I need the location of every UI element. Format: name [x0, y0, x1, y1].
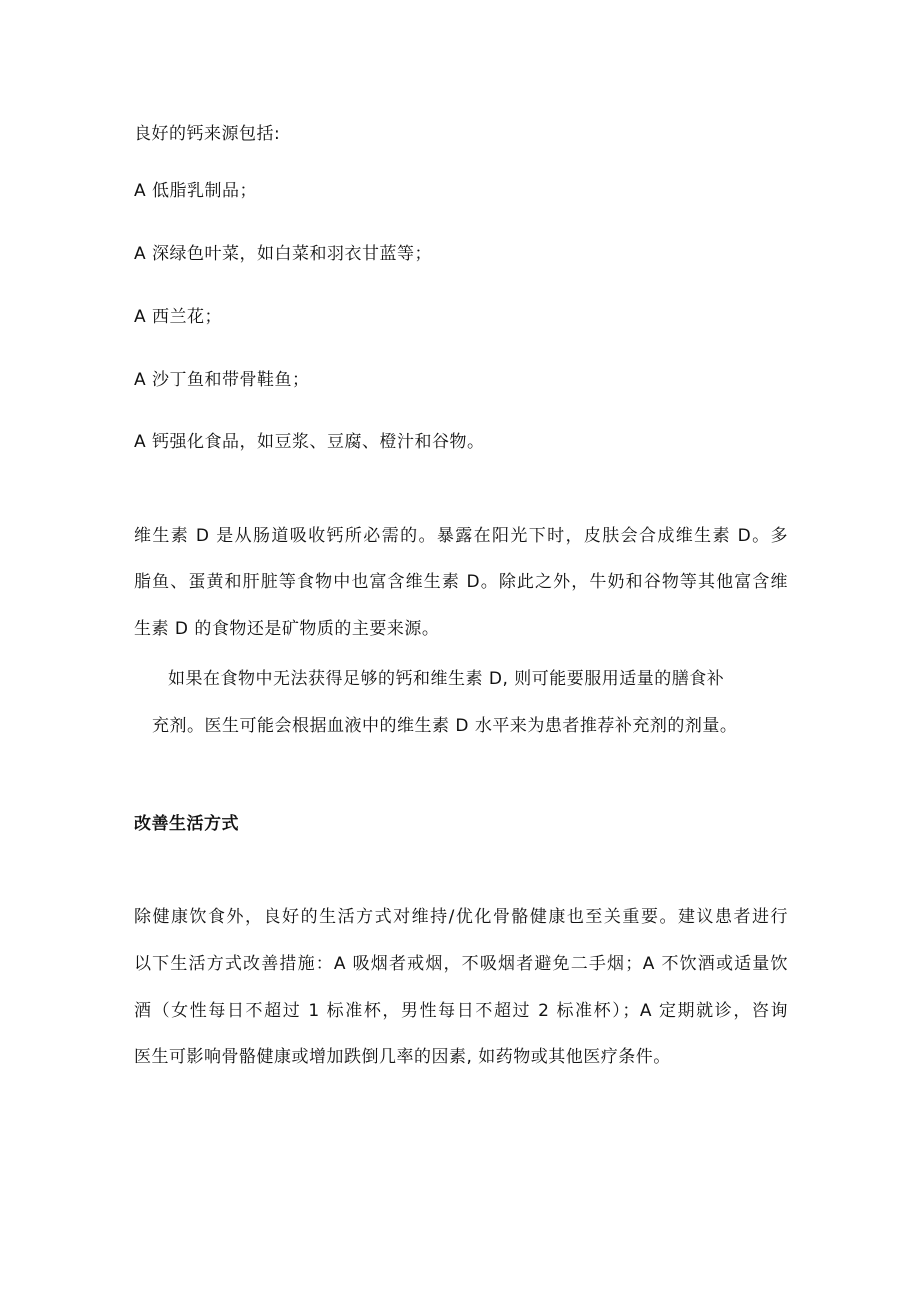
calcium-intro: 良好的钙来源包括: [134, 124, 281, 144]
list-item: A 深绿色叶菜，如白菜和羽衣甘蓝等； [134, 244, 433, 264]
list-item: A 西兰花； [134, 307, 223, 327]
vitamin-d-line: 生素 D 的食物还是矿物质的主要来源。 [134, 619, 440, 639]
supplement-line: 如果在食物中无法获得足够的钙和维生素 D, 则可能要服用适量的膳食补 [168, 669, 725, 689]
lifestyle-line: 酒（女性每日不超过 1 标准杯，男性每日不超过 2 标准杯）；A 定期就诊，咨询 [134, 1001, 788, 1021]
vitamin-d-line: 脂鱼、蛋黄和肝脏等食物中也富含维生素 D。除此之外，牛奶和谷物等其他富含维 [134, 572, 788, 592]
lifestyle-line: 除健康饮食外，良好的生活方式对维持/优化骨骼健康也至关重要。建议患者进行 [134, 907, 788, 927]
list-item: A 钙强化食品，如豆浆、豆腐、橙汁和谷物。 [134, 432, 485, 452]
list-item: A 低脂乳制品； [134, 181, 258, 201]
list-item: A 沙丁鱼和带骨鞋鱼； [134, 370, 310, 390]
vitamin-d-line: 维生素 D 是从肠道吸收钙所必需的。暴露在阳光下时，皮肤会合成维生素 D。多 [134, 526, 788, 546]
supplement-line: 充剂。医生可能会根据血液中的维生素 D 水平来为患者推荐补充剂的剂量。 [152, 716, 738, 736]
lifestyle-line: 以下生活方式改善措施：A 吸烟者戒烟，不吸烟者避免二手烟；A 不饮酒或适量饮 [134, 954, 788, 974]
section-heading: 改善生活方式 [134, 814, 239, 834]
lifestyle-line: 医生可影响骨骼健康或增加跌倒几率的因素, 如药物或其他医疗条件。 [134, 1047, 671, 1067]
